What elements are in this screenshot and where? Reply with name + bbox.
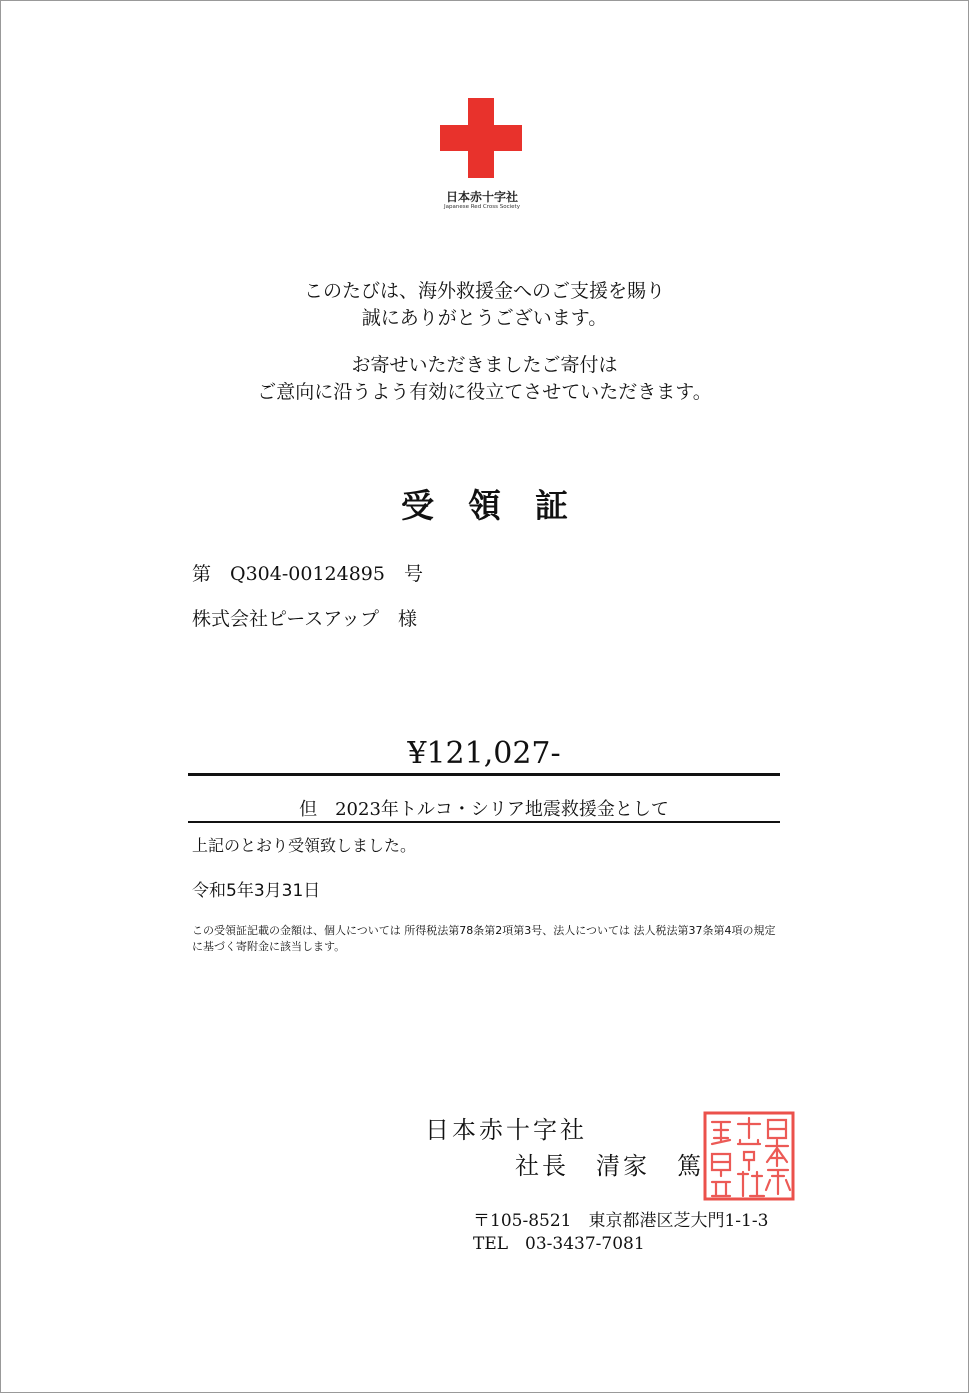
- red-cross-logo: [440, 98, 524, 218]
- logo-name-jp: 日本赤十字社: [445, 190, 518, 204]
- issuer-phone: TEL 03-3437-7081: [473, 1234, 645, 1254]
- purpose-underline: [188, 821, 780, 823]
- receipt-date: 令和5年3月31日: [192, 881, 321, 901]
- logo-name-en: Japanese Red Cross Society: [444, 204, 520, 210]
- intro-line-2: 誠にありがとうございます。: [361, 307, 608, 329]
- intro-line-1: このたびは、海外救援金へのご支援を賜り: [303, 280, 665, 302]
- tax-note: この受領証記載の金額は、個人については 所得税法第78条第2項第3号、法人については 法人税法第37条第4項の規定に基づく寄附金に該当します。: [192, 924, 776, 953]
- recipient-name: 株式会社ピースアップ 様: [192, 608, 417, 630]
- official-seal-stamp: [702, 1110, 796, 1202]
- intro-line-4: ご意向に沿うよう有効に役立てさせていただきます。: [257, 381, 712, 403]
- intro-line-3: お寄せいただきましたご寄付は: [351, 354, 618, 376]
- issuer-address: 〒105-8521 東京都港区芝大門1-1-3: [473, 1211, 769, 1231]
- issuer-organization: 日本赤十字社: [425, 1116, 587, 1144]
- donation-purpose: 但 2023年トルコ・シリア地震救援金として: [299, 799, 669, 820]
- confirmation-text: 上記のとおり受領致しました。: [192, 836, 417, 855]
- donation-amount: ¥121,027-: [407, 736, 561, 771]
- receipt-title: 受領証: [401, 486, 602, 525]
- issuer-president: 社長 清家 篤: [515, 1152, 704, 1180]
- receipt-number: 第 Q304-00124895 号: [192, 563, 423, 585]
- amount-underline: [188, 773, 780, 776]
